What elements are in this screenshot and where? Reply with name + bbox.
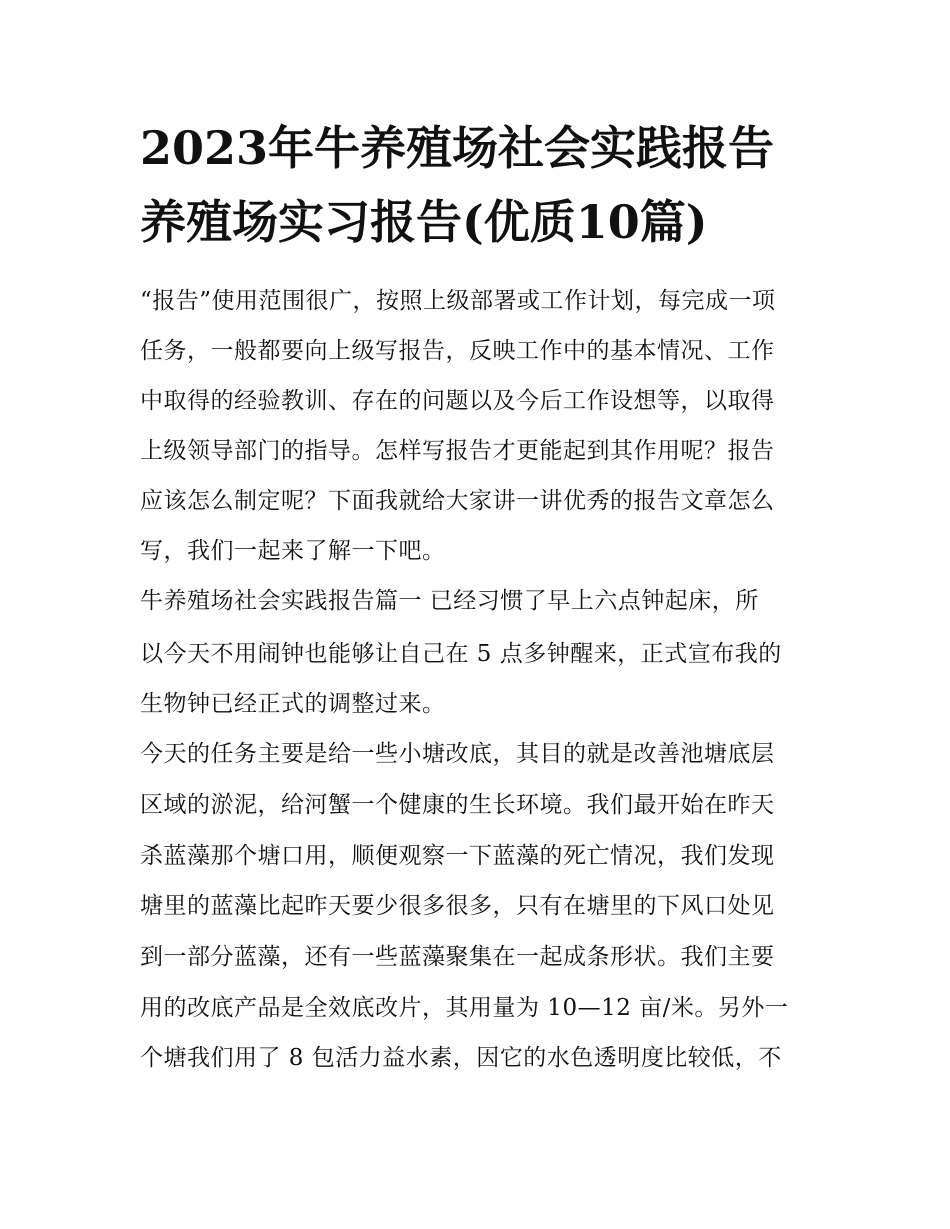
body-line: 写，我们一起来了解一下吧。 bbox=[140, 538, 446, 564]
body-line: 区域的淤泥，给河蟹一个健康的生长环境。我们最开始在昨天 bbox=[140, 792, 775, 818]
body-line: 以今天不用闹钟也能够让自己在 5 点多钟醒来，正式宣布我的 bbox=[140, 641, 782, 667]
body-line: 中取得的经验教训、存在的问题以及今后工作设想等，以取得 bbox=[140, 388, 775, 414]
title-line-2-prefix: 养殖场实习报告(优质 bbox=[140, 195, 576, 249]
body-line: 杀蓝藻那个塘口用，顺便观察一下蓝藻的死亡情况，我们发现 bbox=[140, 843, 775, 869]
body-line: 塘里的蓝藻比起昨天要少很多很多，只有在塘里的下风口处见 bbox=[140, 893, 775, 919]
body-line: 应该怎么制定呢？下面我就给大家讲一讲优秀的报告文章怎么 bbox=[140, 488, 775, 514]
body-line: 个塘我们用了 8 包活力益水素，因它的水色透明度比较低，不 bbox=[140, 1045, 782, 1071]
body-line: 生物钟已经正式的调整过来。 bbox=[140, 691, 446, 717]
title-count: 10 bbox=[575, 195, 640, 249]
body-line: 牛养殖场社会实践报告篇一 已经习惯了早上六点钟起床，所 bbox=[140, 588, 759, 614]
body-line: 今天的任务主要是给一些小塘改底，其目的就是改善池塘底层 bbox=[140, 741, 775, 767]
body-line: 用的改底产品是全效底改片，其用量为 10—12 亩/米。另外一 bbox=[140, 995, 789, 1021]
body-line: “报告”使用范围很广，按照上级部署或工作计划，每完成一项 bbox=[140, 288, 776, 314]
document-title-line-2 bbox=[140, 192, 820, 252]
body-line: 上级领导部门的指导。怎样写报告才更能起到其作用呢？报告 bbox=[140, 438, 775, 464]
title-year: 2023 bbox=[140, 121, 269, 175]
document-title-line-1 bbox=[140, 118, 820, 178]
body-line: 到一部分蓝藻，还有一些蓝藻聚集在一起成条形状。我们主要 bbox=[140, 944, 775, 970]
body-line: 任务，一般都要向上级写报告，反映工作中的基本情况、工作 bbox=[140, 338, 775, 364]
title-line-1-text: 年牛养殖场社会实践报告 bbox=[268, 121, 775, 175]
title-line-2-suffix: 篇) bbox=[639, 195, 708, 249]
